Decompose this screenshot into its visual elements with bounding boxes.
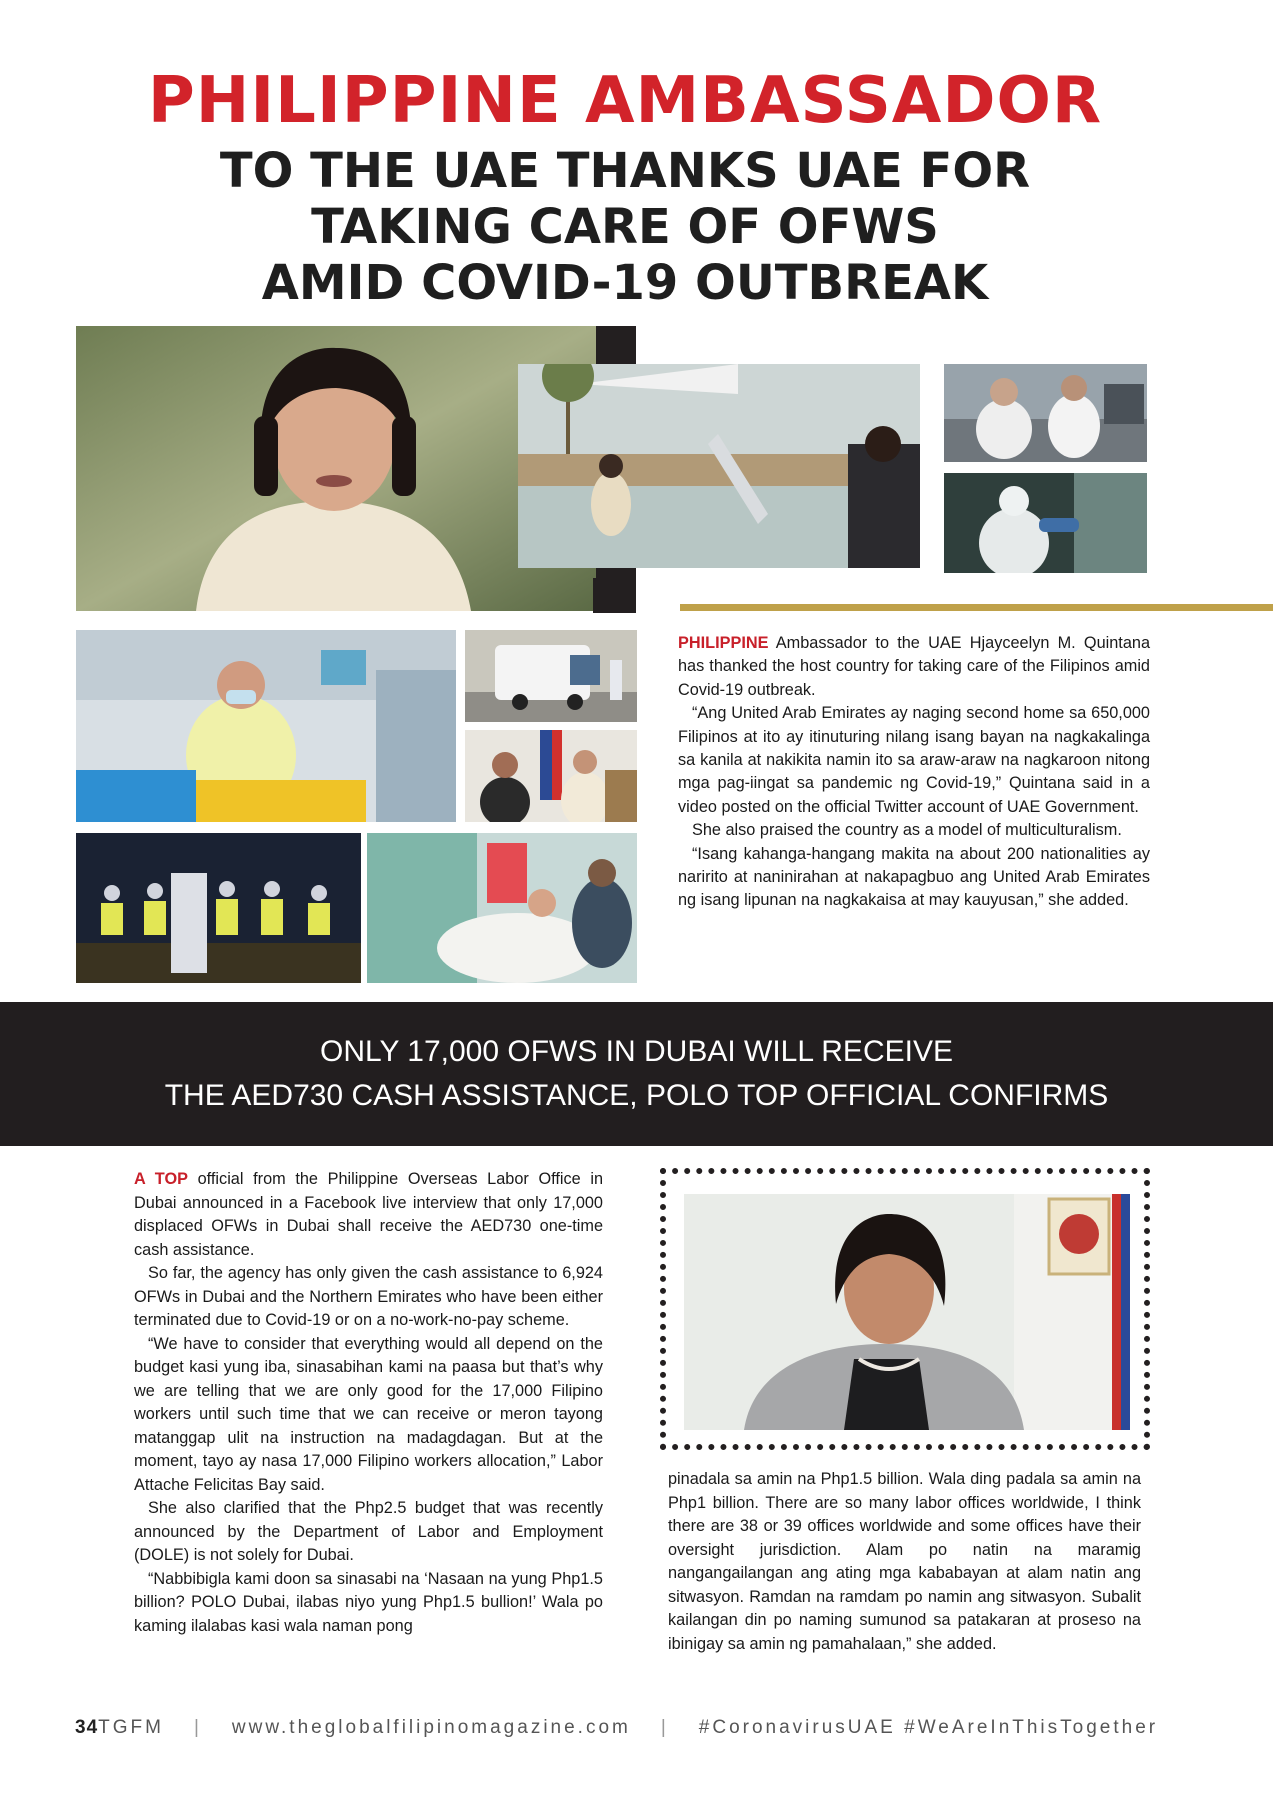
article-2-left-column [134, 1168, 603, 1638]
article-1-lead: PHILIPPINE [678, 634, 769, 652]
article-1-paragraph [678, 632, 1150, 702]
decorative-block [593, 578, 636, 613]
article-2-lead: A TOP [134, 1170, 188, 1188]
website-url[interactable]: www.theglobalfilipinomagazine.com [231, 1717, 631, 1738]
headline-sub-line: AMID COVID-19 OUTBREAK [261, 255, 989, 311]
photo-interview-poolside [518, 364, 920, 568]
article-1-paragraph: “Isang kahanga-hangang makita na about 200 nationalities ay naririto at naninirahan at nakapagbuo ang United Arab Emirates ng isang lipunan na nagkakaisa at may kauyusan,” she added. [678, 844, 1150, 910]
headline-main: PHILIPPINE AMBASSADOR [147, 64, 1103, 138]
hashtags: #CoronavirusUAE #WeAreInThisTogether [698, 1717, 1159, 1738]
article-2-paragraph: She also clarified that the Php2.5 budget that was recently announced by the Department of Labor and Employment (DOLE) is not solely for Dubai. [134, 1499, 603, 1564]
headline-sub-line: TAKING CARE OF OFWS [311, 199, 939, 255]
photo-hospital-patient [367, 833, 637, 983]
article-2-text: official from the Philippine Overseas Labor Office in Dubai announced in a Facebook live interview that only 17,000 displaced OFWs in Dubai shall receive the AED730 one-time cash assistance. [134, 1170, 603, 1259]
photo-ambulance [465, 630, 637, 722]
article-1-paragraph: She also praised the country as a model of multiculturalism. [692, 821, 1122, 840]
photo-ambassador-meeting [465, 730, 637, 822]
page-number: 34 [75, 1717, 99, 1738]
banner-line: THE AED730 CASH ASSISTANCE, POLO TOP OFFICIAL CONFIRMS [164, 1079, 1109, 1112]
page-footer: 34TGFM | www.theglobalfilipinomagazine.com | #CoronavirusUAE #WeAreInThisTogether [75, 1717, 1159, 1738]
article-2-paragraph: “Nabbibigla kami doon sa sinasabi na ‘Nasaan na yung Php1.5 billion? POLO Dubai, ilabas niyo yung Php1.5 bullion!’ Wala po kaming ilalabas kasi wala naman pong [134, 1569, 603, 1635]
photo-medical-worker-ppe [944, 473, 1147, 573]
gold-divider [680, 604, 1273, 611]
article-1-paragraph: “Ang United Arab Emirates ay naging second home sa 650,000 Filipinos at ito ay itinuturing nilang isang bayan na nagkakalinga sa kanila at nakikita namin ito sa araw-araw na nagkaroon nitong mga pag-iingat sa pandemic ng Covid-19,” Quintana said in a video posted on the official Twitter account of UAE Government. [678, 704, 1150, 816]
magazine-name: TGFM [98, 1717, 164, 1738]
article-2-paragraph: “We have to consider that everything would all depend on the budget kasi yung iba, sinasabihan kami na paasa but that’s why we are telling that we are only good for the 17,000 Filipino workers until such time that we can receive or meron tayong matanggap ulit na instruction na madagdagan. But at the moment, tayo ay nasa 17,000 Filipino workers allocation,” Labor Attache Felicitas Bay said. [134, 1334, 603, 1494]
banner-line: ONLY 17,000 OFWS IN DUBAI WILL RECEIVE [320, 1035, 953, 1068]
headline-sub-line: TO THE UAE THANKS UAE FOR [219, 143, 1031, 199]
photo-lab-worker [76, 630, 456, 822]
stamp-frame [660, 1168, 1150, 1450]
article-2-paragraph [134, 1168, 603, 1262]
article-2-paragraph: So far, the agency has only given the cash assistance to 6,924 OFWs in Dubai and the Northern Emirates who have been either terminated due to Covid-19 or on a no-work-no-pay scheme. [134, 1264, 603, 1329]
photo-police-night [76, 833, 361, 983]
article-2-right-column [668, 1468, 1141, 1656]
photo-officials-meeting [944, 364, 1147, 462]
article-2-paragraph: pinadala sa amin na Php1.5 billion. Wala ding padala sa amin na Php1 billion. There are so many labor offices worldwide, I think there are 38 or 39 offices worldwide and some offices have their oversight jurisdiction. Alam po natin na maramig nangangailangan ang ating mga kababayan at alam natin ang sitwasyon. Ramdan na ramdam po namin ang sitwasyon. Subalit kailangan din po naming sumunod sa patakaran at proseso na ibinigay sa amin ng pamahalaan,” she added. [668, 1470, 1141, 1653]
headline-sub [0, 143, 1250, 311]
article-1-text: Ambassador to the UAE Hjayceelyn M. Quintana has thanked the host country for taking care of the Filipinos amid Covid-19 outbreak. [678, 634, 1150, 699]
article-1-body [678, 632, 1150, 913]
photo-labor-attache [684, 1194, 1130, 1430]
section-banner [0, 1002, 1273, 1146]
